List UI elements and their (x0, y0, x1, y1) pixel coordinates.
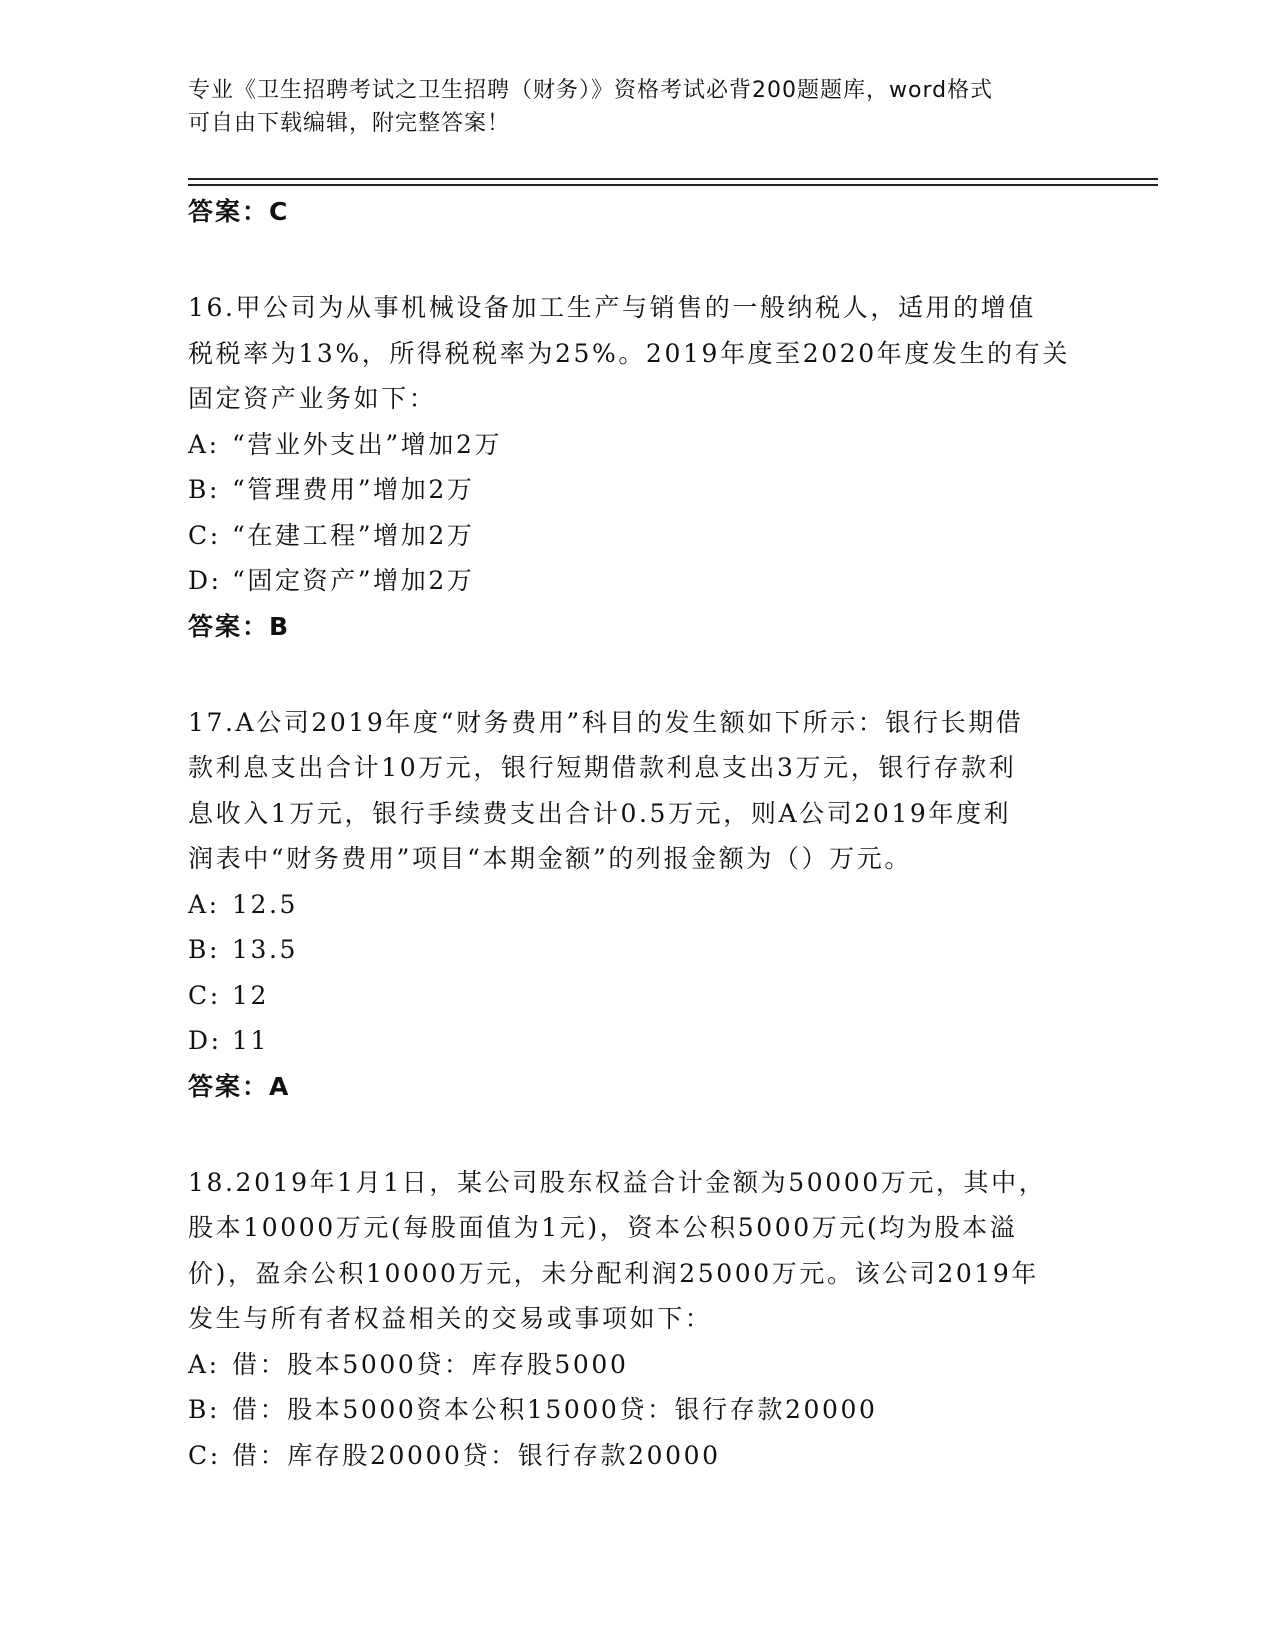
question-16-line-1: 16.甲公司为从事机械设备加工生产与销售的一般纳税人，适用的增值 (188, 293, 1036, 322)
question-16-answer: 答案：B (188, 611, 291, 641)
question-17-option-c: C: 12 (188, 980, 270, 1010)
question-16 (188, 285, 1088, 649)
question-17-answer: 答案：A (188, 1071, 291, 1101)
question-18-option-a: A: 借：股本5000贷：库存股5000 (188, 1349, 629, 1379)
question-18-line-1: 18.2019年1月1日，某公司股东权益合计金额为50000万元，其中， (188, 1167, 1047, 1197)
header-line-1: 专业《卫生招聘考试之卫生招聘（财务）》资格考试必背200题题库，word格式 (188, 78, 994, 103)
question-16-line-3: 固定资产业务如下： (188, 384, 437, 413)
question-16-option-d: D: “固定资产”增加2万 (188, 566, 475, 595)
question-18 (188, 1160, 1088, 1479)
question-17-option-b: B: 13.5 (188, 935, 299, 964)
question-18-option-c: C: 借：库存股20000贷：银行存款20000 (188, 1440, 721, 1470)
question-16-option-c: C: “在建工程”增加2万 (188, 520, 475, 550)
question-17-line-3: 息收入1万元，银行手续费支出合计0.5万元，则A公司2019年度利 (188, 798, 1012, 828)
document-header (188, 74, 1068, 140)
question-17-line-1: 17.A公司2019年度“财务费用”科目的发生额如下所示：银行长期借 (188, 707, 1024, 737)
question-17-option-d: D: 11 (188, 1026, 270, 1055)
header-divider-top (188, 178, 1158, 180)
question-16-line-2: 税税率为13%，所得税税率为25%。2019年度至2020年度发生的有关 (188, 338, 1070, 368)
question-17 (188, 700, 1088, 1109)
question-17-line-4: 润表中“财务费用”项目“本期金额”的列报金额为（）万元。 (188, 844, 912, 873)
question-16-option-a: A: “营业外支出”增加2万 (188, 429, 503, 459)
question-18-line-2: 股本10000万元(每股面值为1元)，资本公积5000万元(均为股本溢 (188, 1213, 1018, 1242)
question-17-option-a: A: 12.5 (188, 889, 299, 919)
header-line-2: 可自由下载编辑，附完整答案！ (188, 111, 511, 136)
header-divider-bottom (188, 184, 1158, 186)
question-16-option-b: B: “管理费用”增加2万 (188, 475, 475, 504)
previous-answer: 答案：C (188, 197, 290, 226)
question-18-option-b: B: 借：股本5000资本公积15000贷：银行存款20000 (188, 1395, 878, 1424)
document-body (188, 189, 1088, 1478)
question-18-line-4: 发生与所有者权益相关的交易或事项如下： (188, 1304, 713, 1333)
question-17-line-2: 款利息支出合计10万元，银行短期借款利息支出3万元，银行存款利 (188, 753, 1017, 782)
question-18-line-3: 价)，盈余公积10000万元，未分配利润25000万元。该公司2019年 (188, 1258, 1040, 1288)
